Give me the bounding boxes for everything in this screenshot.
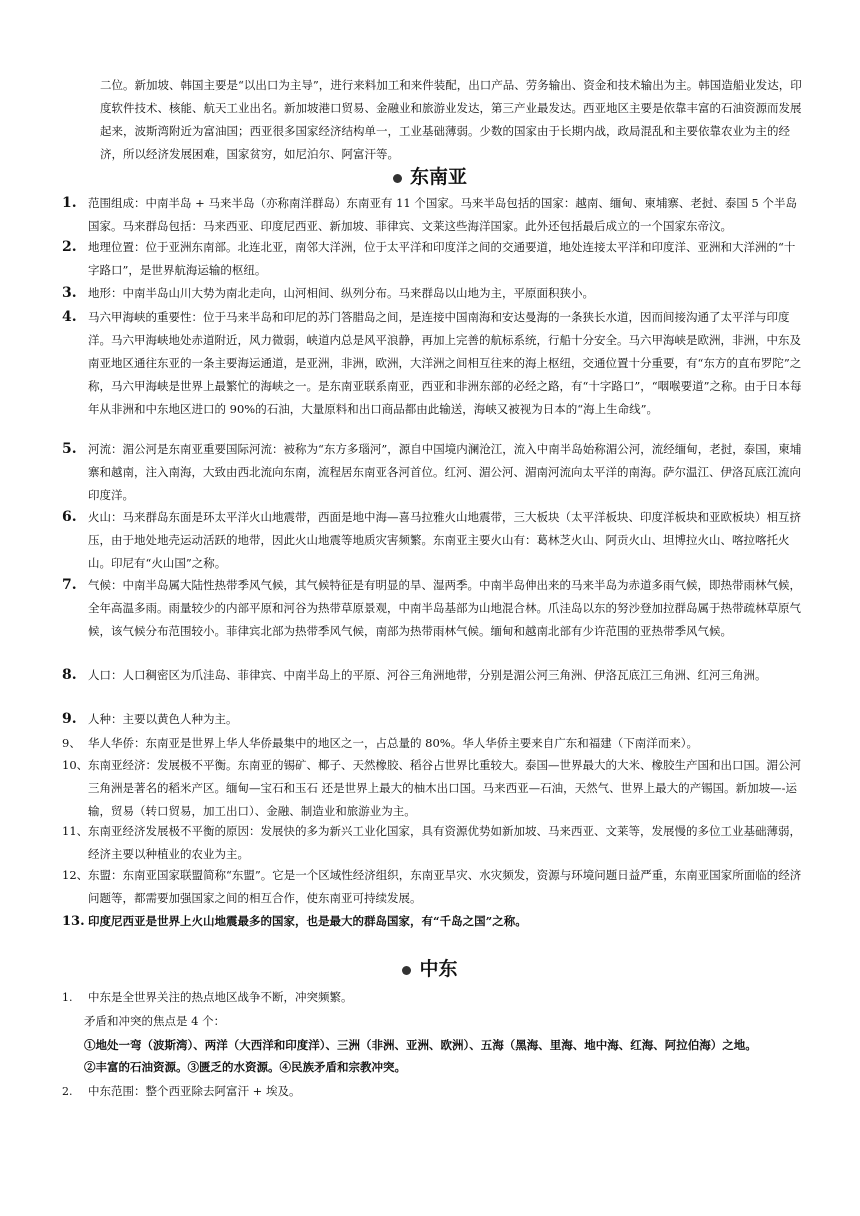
- list-item: [62, 306, 804, 421]
- list-item: [62, 282, 804, 305]
- item-number: 7.: [62, 577, 77, 593]
- item-text: 东南亚经济发展极不平衡的原因：发展快的多为新兴工业化国家，具有资源优势如新加坡、马来西亚、文莱等，发展慢的多位工业基础薄弱，经济主要以种植业的农业为主。: [88, 824, 801, 861]
- item-text: 东盟：东南亚国家联盟简称“东盟”。它是一个区域性经济组织，东南亚旱灾、水灾频发，资源与环境问题日益严重，东南亚国家所面临的经济问题等，都需要加强国家之间的相互合作，使东南亚可持续发展。: [88, 868, 802, 905]
- item-number: 13.: [62, 914, 85, 929]
- sub-paragraph: ①地处一弯（波斯湾）、两洋（大西洋和印度洋）、三洲（非洲、亚洲、欧洲）、五海（黑海、里海、地中海、红海、阿拉伯海）之地。: [84, 1038, 757, 1052]
- list-item: [62, 910, 804, 933]
- section-title: 中东: [419, 958, 458, 980]
- item-text: 中东范围：整个西亚除去阿富汗 + 埃及。: [88, 1084, 301, 1098]
- sub-paragraph: ②丰富的石油资源。③匮乏的水资源。④民族矛盾和宗教冲突。: [84, 1060, 406, 1074]
- list-item: [62, 986, 804, 1009]
- item-number: 1.: [62, 991, 73, 1004]
- list-item: [62, 438, 804, 507]
- item-text: 华人华侨：东南亚是世界上华人华侨最集中的地区之一，占总量的 80%。华人华侨主要来自广东和福建（下南洋而来）。: [88, 736, 698, 750]
- intro-paragraph: 二位。新加坡、韩国主要是“以出口为主导”，进行来料加工和来件装配，出口产品、劳务输出、资金和技术输出为主。韩国造船业发达，印度软件技术、核能、航天工业出名。新加坡港口贸易、金融业和旅游业发达，第三产业最发达。西亚地区主要是依靠丰富的石油资源而发展起来，波斯湾附近为富油国；西亚很多国家经济结构单一，工业基础薄弱。少数的国家由于长期内战，政局混乱和主要依靠农业为主的经济，所以经济发展困难，国家贫穷，如尼泊尔、阿富汗等。: [100, 78, 802, 161]
- item-number: 10、: [62, 758, 89, 772]
- item-text: 河流：湄公河是东南亚重要国际河流：被称为“东方多瑙河”，源自中国境内澜沧江，流入中南半岛始称湄公河，流经缅甸，老挝，泰国，柬埔寨和越南，注入南海，大致由西北流向东南，流程居东南亚各河首位。红河、湄公河、湄南河流向太平洋的南海。萨尔温江、伊洛瓦底江流向印度洋。: [88, 442, 802, 502]
- item-number: 4.: [62, 309, 77, 325]
- item-text: 中东是全世界关注的热点地区战争不断，冲突频繁。: [88, 990, 353, 1004]
- item-text: 地形：中南半岛山川大势为南北走向，山河相间、纵列分布。马来群岛以山地为主，平原面积狭小。: [88, 286, 594, 300]
- list-item: [62, 754, 804, 823]
- item-number: 12、: [62, 868, 89, 882]
- item-text: 人口：人口稠密区为爪洼岛、菲律宾、中南半岛上的平原、河谷三角洲地带，分别是湄公河三角洲、伊洛瓦底江三角洲、红河三角洲。: [88, 668, 767, 682]
- list-item: [62, 820, 804, 866]
- item-number: 8.: [62, 667, 77, 683]
- item-number: 2.: [62, 239, 77, 255]
- item-number: 6.: [62, 509, 77, 525]
- list-item: [62, 192, 804, 238]
- item-number: 2.: [62, 1085, 73, 1098]
- list-item: [62, 664, 804, 687]
- bullet-icon: [402, 966, 411, 975]
- item-text: 东南亚经济：发展极不平衡。东南亚的锡矿、椰子、天然橡胶、稻谷占世界比重较大。泰国—世界最大的大米、橡胶生产国和出口国。湄公河三角洲是著名的稻米产区。缅甸—宝石和玉石 还是世界上最大的柚木出口国。马来西亚—石油，天然气、世界上最大的产锡国。新加坡—-运输，贸易（转口贸易，加工出口）、金融、制造业和旅游业为主。: [88, 758, 801, 818]
- item-number: 9、: [62, 736, 81, 750]
- item-text: 印度尼西亚是世界上火山地震最多的国家，也是最大的群岛国家，有“千岛之国”之称。: [88, 914, 527, 928]
- item-number: 3.: [62, 285, 77, 301]
- list-item: [62, 708, 804, 731]
- item-text: 火山：马来群岛东面是环太平洋火山地震带，西面是地中海—喜马拉雅火山地震带，三大板块（太平洋板块、印度洋板块和亚欧板块）相互挤压，由于地处地壳运动活跃的地带，因此火山地震等地质灾害频繁。东南亚主要火山有：葛林芝火山、阿贡火山、坦博拉火山、喀拉喀托火山。印尼有“火山国”之称。: [88, 510, 801, 570]
- list-item: [62, 864, 804, 910]
- item-number: 5.: [62, 441, 77, 457]
- item-text: 马六甲海峡的重要性：位于马来半岛和印尼的苏门答腊岛之间，是连接中国南海和安达曼海的一条狭长水道，因而间接沟通了太平洋与印度洋。马六甲海峡地处赤道附近，风力微弱，峡道内总是风平浪静，再加上完善的航标系统，行船十分安全。马六甲海峡是欧洲，非洲，中东及南亚地区通往东亚的一条主要海运通道，是亚洲，非洲，欧洲，大洋洲之间相互往来的海上枢纽，交通位置十分重要，有“东方的直布罗陀”之称，马六甲海峡是世界上最繁忙的海峡之一。是东南亚联系南亚，西亚和非洲东部的必经之路，有“十字路口”，“咽喉要道”之称。由于日本每年从非洲和中东地区进口的 90%的石油，大量原料和出口商品都由此输送，海峡又被视为日本的“海上生命线”。: [88, 310, 802, 416]
- section-heading-southeast-asia: [0, 164, 860, 190]
- item-text: 气候：中南半岛属大陆性热带季风气候，其气候特征是有明显的旱、湿两季。中南半岛伸出来的马来半岛为赤道多雨气候，即热带雨林气候，全年高温多雨。雨量较少的内部平原和河谷为热带草原景观，中南半岛基部为山地混合林。爪洼岛以东的努沙登加拉群岛属于热带疏林草原气候，该气候分布范围较小。菲律宾北部为热带季风气候，南部为热带雨林气候。缅甸和越南北部有少许范围的亚热带季风气候。: [88, 578, 801, 638]
- list-item: [62, 236, 804, 282]
- list-item: [62, 732, 804, 755]
- item-text: 范围组成：中南半岛 + 马来半岛（亦称南洋群岛）东南亚有 11 个国家。马来半岛包括的国家：越南、缅甸、柬埔寨、老挝、泰国 5 个半岛国家。马来群岛包括：马来西亚、印度尼西亚、新加坡、菲律宾、文莱这些海洋国家。此外还包括最后成立的一个国家东帝汶。: [88, 196, 798, 233]
- section-heading-middle-east: [0, 956, 860, 982]
- item-number: 11、: [62, 824, 89, 838]
- sub-paragraph: 矛盾和冲突的焦点是 4 个：: [84, 1014, 226, 1028]
- item-number: 9.: [62, 711, 77, 727]
- list-item: [62, 506, 804, 575]
- item-number: 1.: [62, 195, 77, 211]
- list-item: [62, 1080, 804, 1103]
- item-text: 地理位置：位于亚洲东南部。北连北亚，南邻大洋洲，位于太平洋和印度洋之间的交通要道，地处连接太平洋和印度洋、亚洲和大洋洲的“十字路口”，是世界航海运输的枢纽。: [88, 240, 796, 277]
- item-text: 人种：主要以黄色人种为主。: [88, 712, 238, 726]
- section-title: 东南亚: [409, 166, 467, 188]
- list-item: [62, 574, 804, 643]
- bullet-icon: [393, 174, 402, 183]
